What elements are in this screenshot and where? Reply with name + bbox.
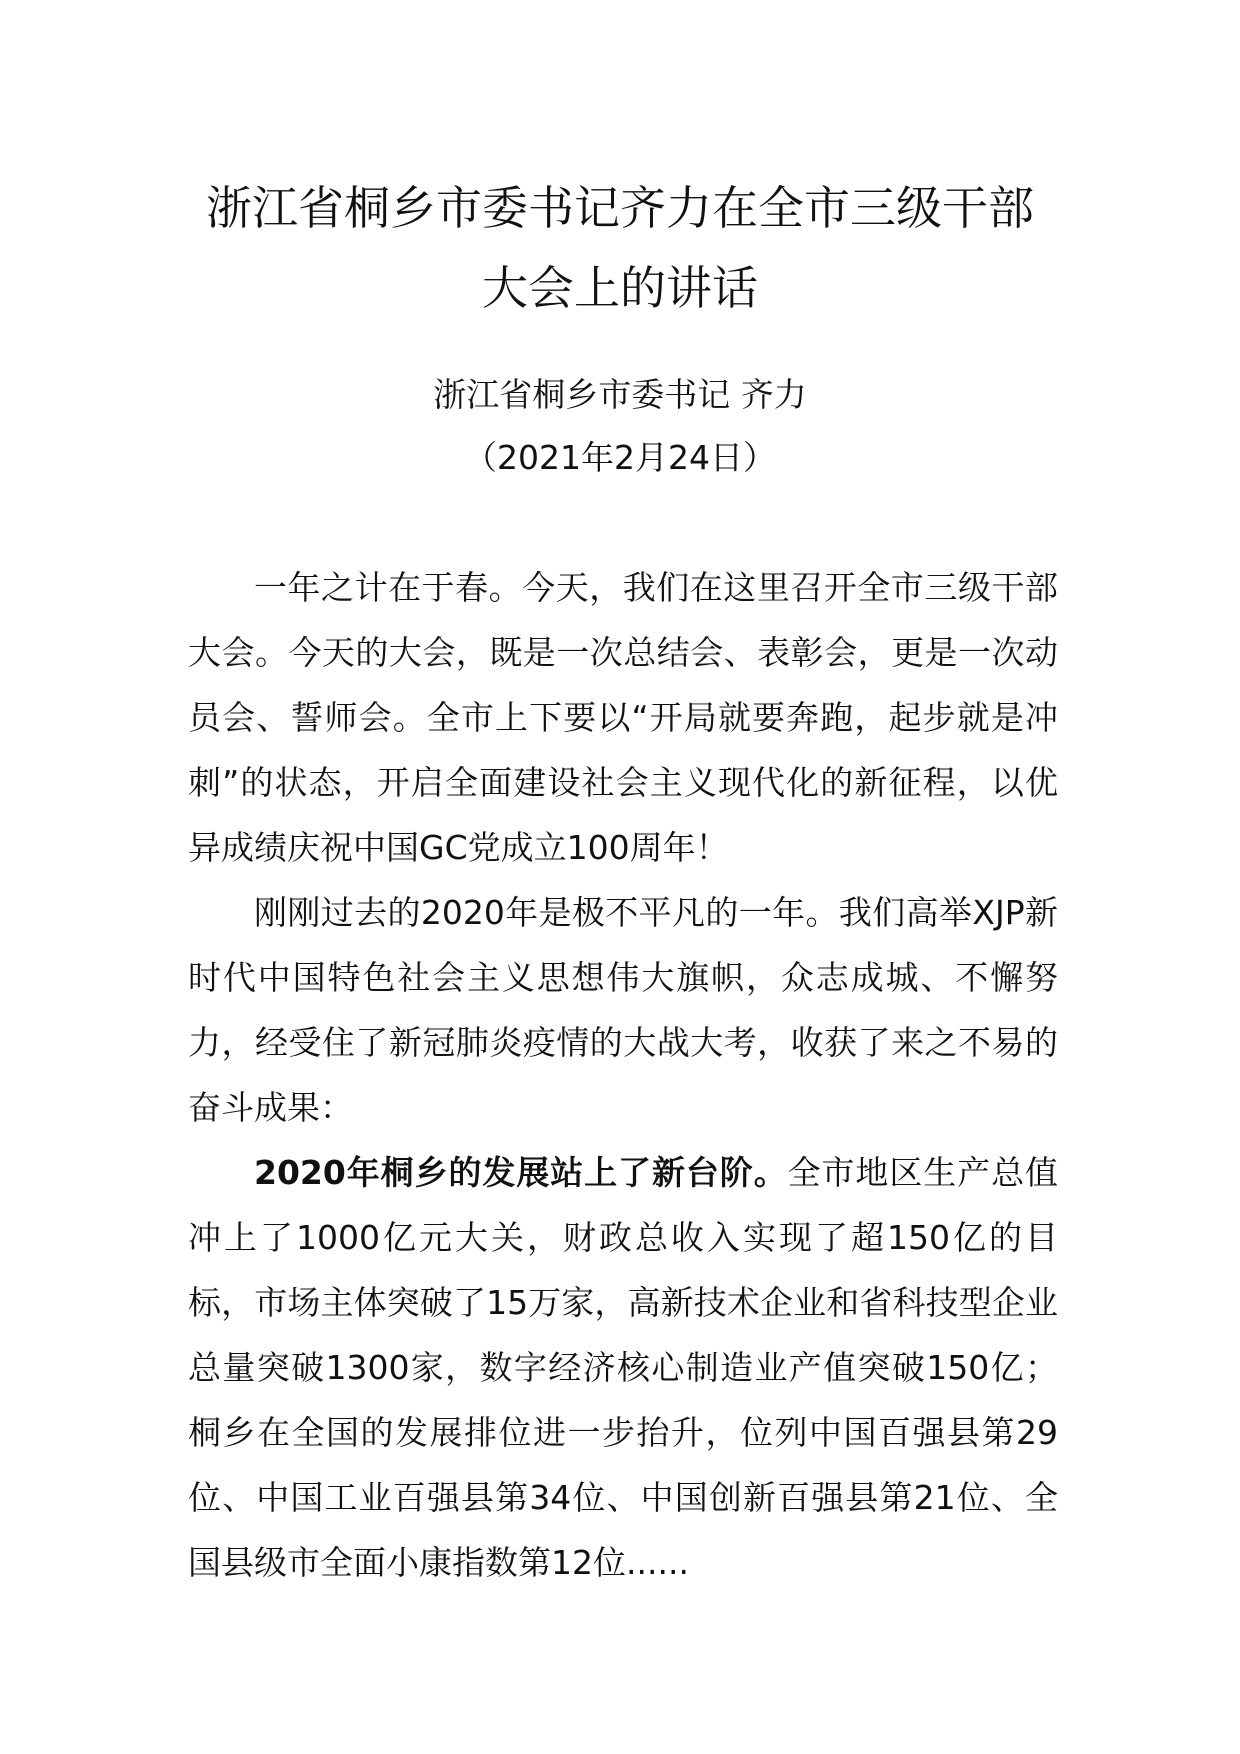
paragraph-1-text: 一年之计在于春。今天，我们在这里召开全市三级干部大会。今天的大会，既是一次总结会、表彰会，更是一次动员会、誓师会。全市上下要以“开局就要奔跑，起步就是冲刺”的状态，开启全面建设社会主义现代化的新征程，以优异成绩庆祝中国GC党成立100周年！ [188,568,1058,867]
author-line: 浙江省桐乡市委书记 齐力 [433,375,807,414]
document-title [120,168,1120,328]
title-line-1: 浙江省桐乡市委书记齐力在全市三级干部 [206,181,1034,235]
paragraph-3-lead: 2020年桐乡的发展站上了新台阶。 [254,1153,788,1192]
paragraph-3-text: 全市地区生产总值冲上了1000亿元大关，财政总收入实现了超150亿的目标，市场主体突破了15万家，高新技术企业和省科技型企业总量突破1300家，数字经济核心制造业产值突破150亿；桐乡在全国的发展排位进一步抬升，位列中国百强县第29位、中国工业百强县第34位、中国创新百强县第21位、全国县级市全面小康指数第12位...... [188,1153,1058,1582]
paragraph-1 [188,555,1058,880]
paragraph-2 [188,880,1058,1140]
title-line-2: 大会上的讲话 [482,261,758,315]
paragraph-2-text: 刚刚过去的2020年是极不平凡的一年。我们高举XJP新时代中国特色社会主义思想伟大旗帜，众志成城、不懈努力，经受住了新冠肺炎疫情的大战大考，收获了来之不易的奋斗成果： [188,893,1058,1127]
document-body [188,555,1058,1595]
paragraph-3 [188,1140,1058,1595]
date-line: （2021年2月24日） [464,438,776,477]
